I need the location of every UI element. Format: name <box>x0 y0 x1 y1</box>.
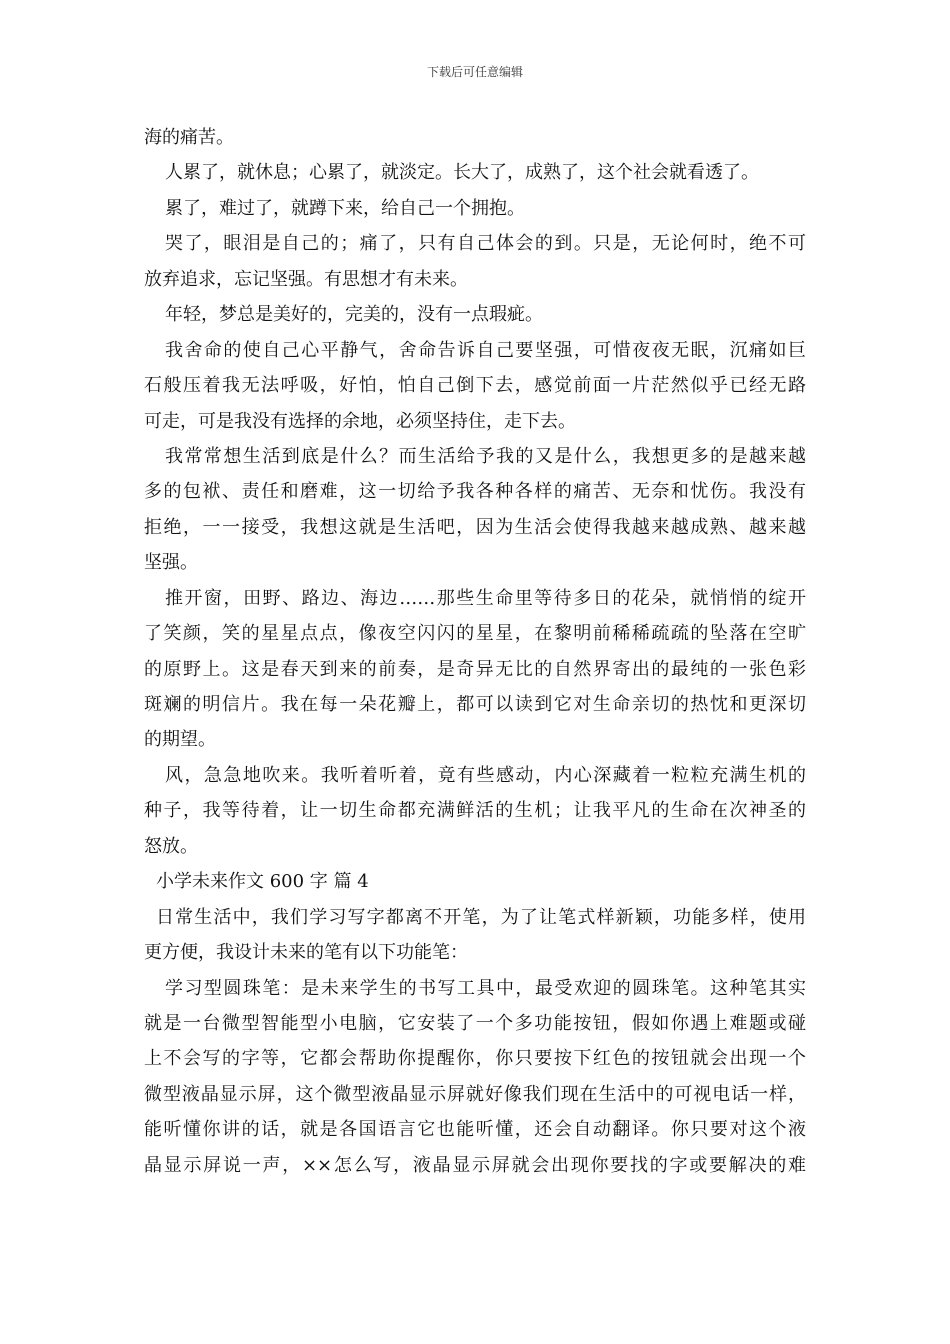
text-line: 能听懂你讲的话，就是各国语言它也能听懂，还会自动翻译。你只要对这个液 <box>144 1119 806 1141</box>
document-body <box>144 120 806 1183</box>
text-line: 风，急急地吹来。我听着听着，竟有些感动，内心深藏着一粒粒充满生机的 <box>165 764 806 786</box>
page-header: 下载后可任意编辑 <box>426 65 523 79</box>
section-heading: 小学未来作文 600 字 篇 4 <box>156 871 369 893</box>
text-line: 上不会写的字等，它都会帮助你提醒你，你只要按下红色的按钮就会出现一个 <box>144 1048 806 1070</box>
text-line: 了笑颜，笑的星星点点，像夜空闪闪的星星，在黎明前稀稀疏疏的坠落在空旷 <box>144 623 806 645</box>
text-line: 年轻，梦总是美好的，完美的，没有一点瑕疵。 <box>165 304 543 326</box>
text-line: 坚强。 <box>144 552 198 574</box>
text-line: 海的痛苦。 <box>144 127 234 148</box>
text-line: 我舍命的使自己心平静气，舍命告诉自己要坚强，可惜夜夜无眠，沉痛如巨 <box>165 339 806 361</box>
text-line: 更方便，我设计未来的笔有以下功能笔： <box>144 942 468 964</box>
text-line: 斑斓的明信片。我在每一朵花瓣上，都可以读到它对生命亲切的热忱和更深切 <box>144 694 806 715</box>
text-line: 学习型圆珠笔：是未来学生的书写工具中，最受欢迎的圆珠笔。这种笔其实 <box>165 977 806 999</box>
text-line: 人累了，就休息；心累了，就淡定。长大了，成熟了，这个社会就看透了。 <box>165 162 759 184</box>
text-line: 石般压着我无法呼吸，好怕，怕自己倒下去，感觉前面一片茫然似乎已经无路 <box>144 375 806 397</box>
text-line: 怒放。 <box>144 835 198 857</box>
text-line: 的原野上。这是春天到来的前奏，是奇异无比的自然界寄出的最纯的一张色彩 <box>144 658 806 680</box>
text-line: 可走，可是我没有选择的余地，必须坚持住，走下去。 <box>144 410 576 432</box>
text-line: 多的包袱、责任和磨难，这一切给予我各种各样的痛苦、无奈和忧伤。我没有 <box>144 481 806 503</box>
text-line: 的期望。 <box>144 729 216 751</box>
text-line: 拒绝，一一接受，我想这就是生活吧，因为生活会使得我越来越成熟、越来越 <box>144 516 806 538</box>
text-line: 就是一台微型智能型小电脑，它安装了一个多功能按钮，假如你遇上难题或碰 <box>144 1012 806 1034</box>
text-line: 哭了，眼泪是自己的；痛了，只有自己体会的到。只是，无论何时，绝不可 <box>165 233 806 255</box>
text-line: 放弃追求，忘记坚强。有思想才有未来。 <box>144 268 468 290</box>
text-line: 推开窗，田野、路边、海边……那些生命里等待多日的花朵，就悄悄的绽开 <box>165 587 806 609</box>
text-line: 我常常想生活到底是什么？而生活给予我的又是什么，我想更多的是越来越 <box>165 445 806 467</box>
text-line: 晶显示屏说一声，××怎么写，液晶显示屏就会出现你要找的字或要解决的难 <box>144 1154 806 1176</box>
text-line: 微型液晶显示屏，这个微型液晶显示屏就好像我们现在生活中的可视电话一样， <box>144 1083 806 1105</box>
text-line: 日常生活中，我们学习写字都离不开笔，为了让笔式样新颖，功能多样，使用 <box>156 906 806 928</box>
text-line: 种子，我等待着，让一切生命都充满鲜活的生机；让我平凡的生命在次神圣的 <box>144 800 806 822</box>
text-line: 累了，难过了，就蹲下来，给自己一个拥抱。 <box>165 197 525 219</box>
